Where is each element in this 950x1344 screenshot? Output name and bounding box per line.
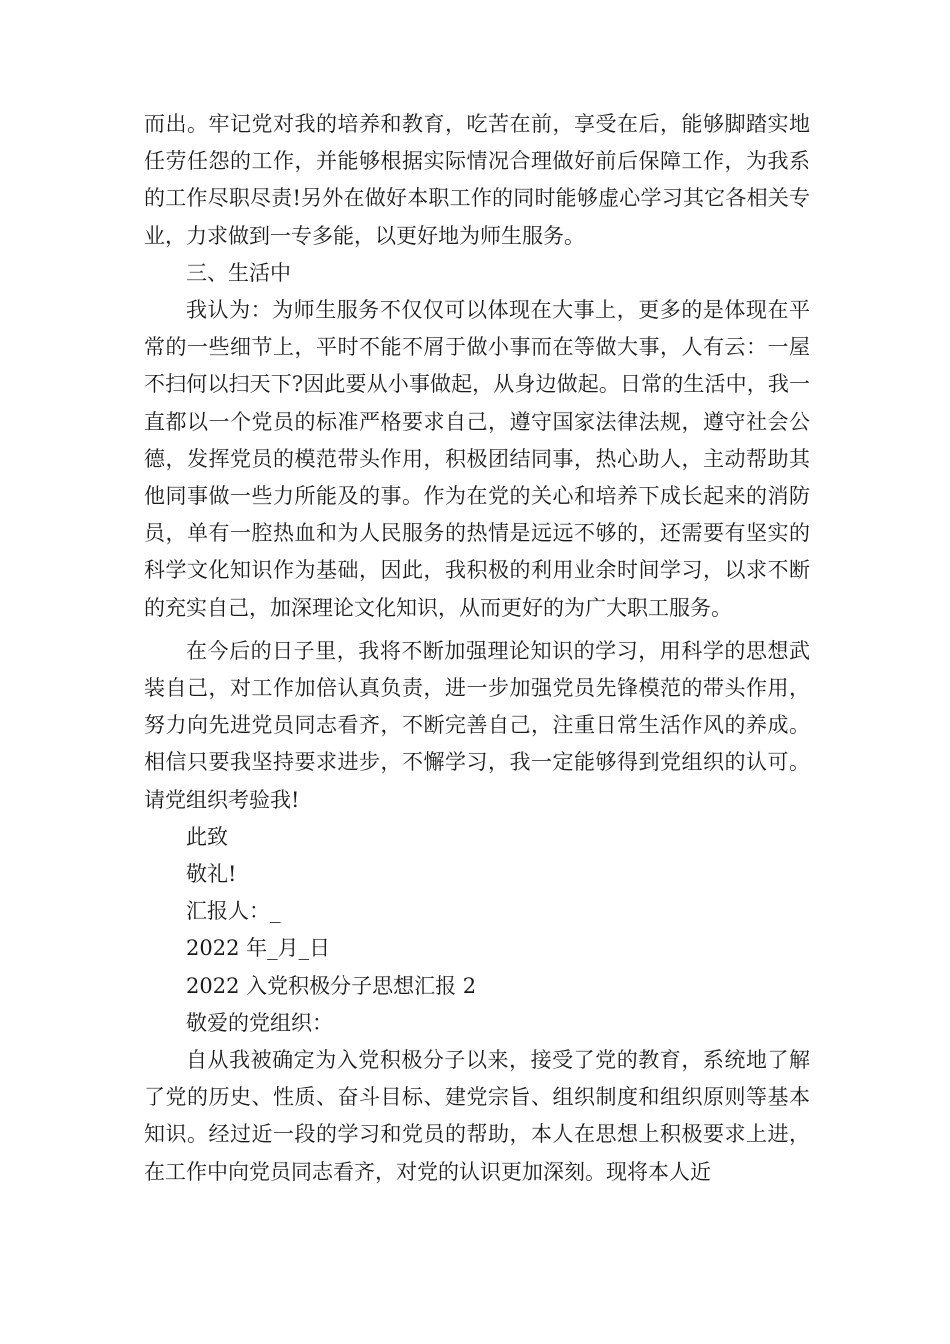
report-2-title: 2022 入党积极分子思想汇报 2	[186, 973, 477, 998]
paragraph-life: 我认为：为师生服务不仅仅可以体现在大事上，更多的是体现在平常的一些细节上，平时不能不屑于做小事而在等做大事，人有云：一屋不扫何以扫天下?因此要从小事做起，从身边做起。日常的生活中，我一直都以一个党员的标准严格要求自己，遵守国家法律法规，遵守社会公德，发挥党员的模范带头作用，积极团结同事，热心助人，主动帮助其他同事做一些力所能及的事。作为在党的关心和培养下成长起来的消防员，单有一腔热血和为人民服务的热情是远远不够的，还需要有坚实的科学文化知识作为基础，因此，我积极的利用业余时间学习，以求不断的充实自己，加深理论文化知识，从而更好的为广大职工服务。	[144, 298, 810, 620]
reporter-signature: 汇报人：_	[186, 899, 281, 924]
closing-respect: 敬礼!	[186, 862, 237, 887]
closing-salutation: 此致	[186, 824, 228, 849]
document-body	[144, 106, 810, 1191]
section-heading-life: 三、生活中	[186, 260, 291, 285]
paragraph-future: 在今后的日子里，我将不断加强理论知识的学习，用科学的思想武装自己，对工作加倍认真负责，进一步加强党员先锋模范的带头作用，努力向先进党员同志看齐，不断完善自己，注重日常生活作风的养成。相信只要我坚持要求进步，不懈学习，我一定能够得到党组织的认可。请党组织考验我!	[144, 638, 810, 812]
paragraph-service-continued: 而出。牢记党对我的培养和教育，吃苦在前，享受在后，能够脚踏实地任劳任怨的工作，并能够根据实际情况合理做好前后保障工作，为我系的工作尽职尽责!另外在做好本职工作的同时能够虚心学习其它各相关专业，力求做到一专多能，以更好地为师生服务。	[144, 112, 810, 248]
report-2-intro-paragraph: 自从我被确定为入党积极分子以来，接受了党的教育，系统地了解了党的历史、性质、奋斗目标、建党宗旨、组织制度和组织原则等基本知识。经过近一段的学习和党员的帮助，本人在思想上积极要求上进，在工作中向党员同志看齐，对党的认识更加深刻。现将本人近	[144, 1048, 810, 1184]
report-date: 2022 年_月_日	[186, 936, 331, 961]
report-2-greeting: 敬爱的党组织：	[186, 1010, 333, 1035]
